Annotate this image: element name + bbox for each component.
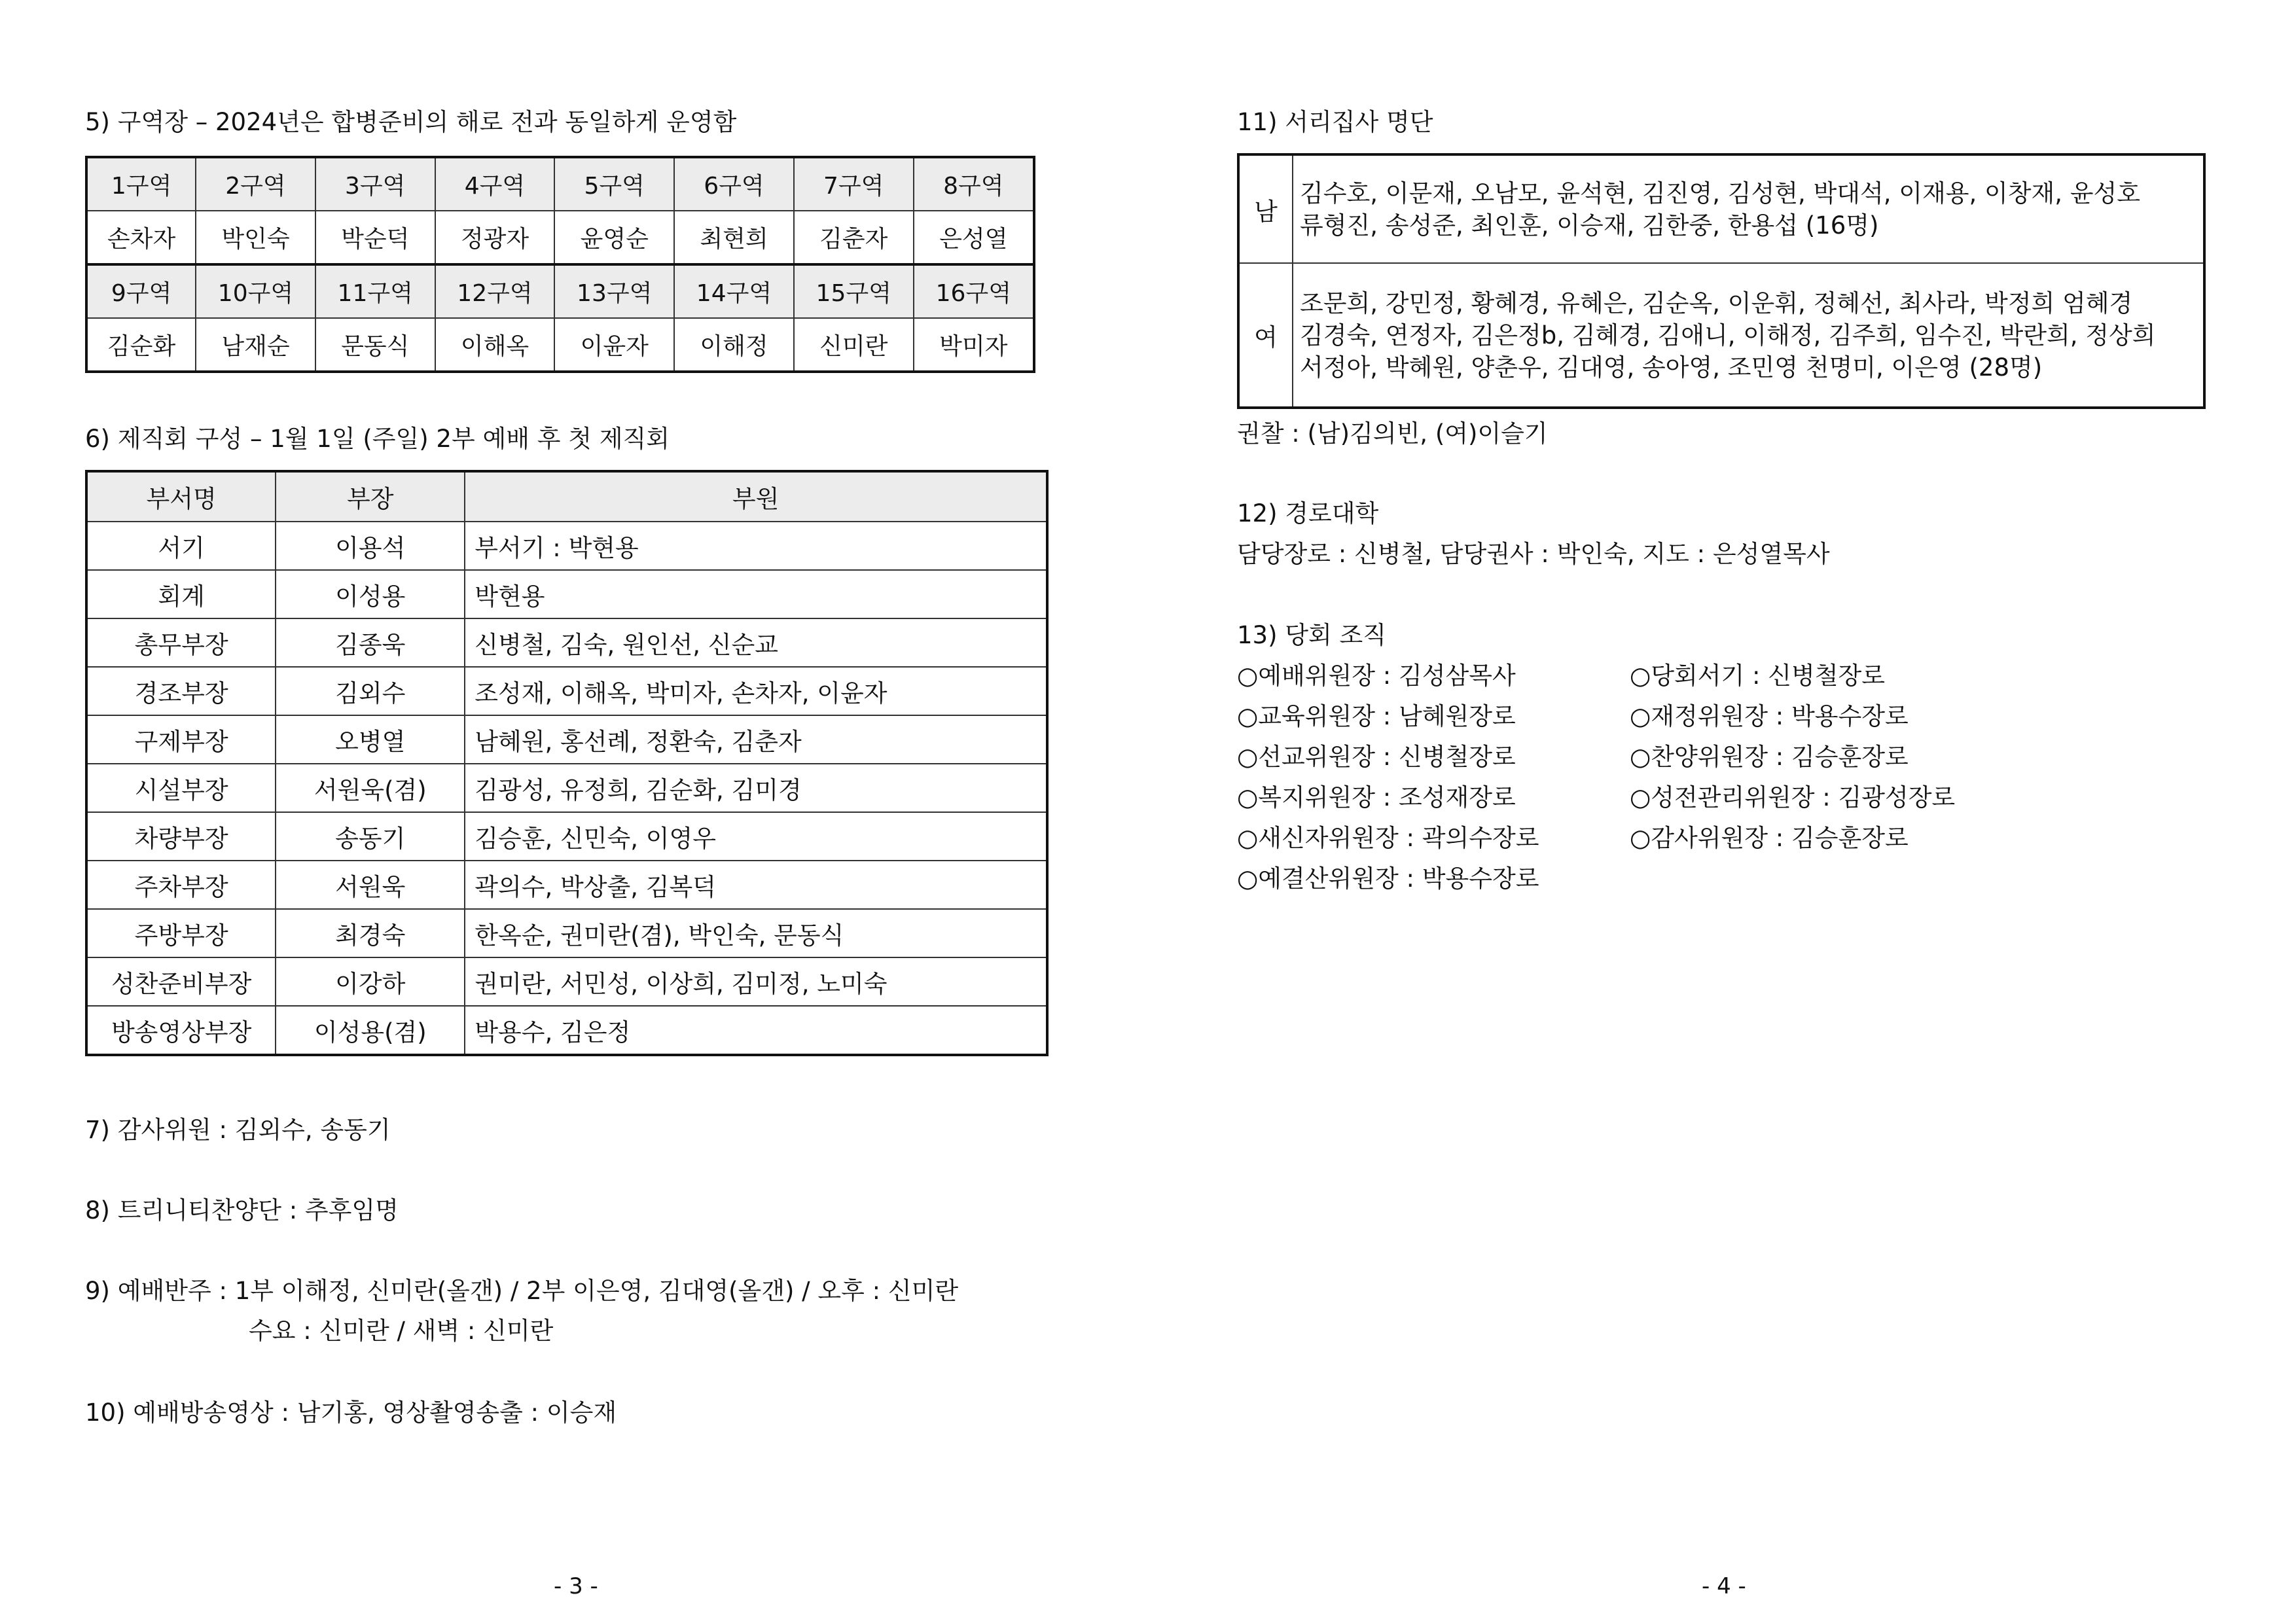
table-row — [86, 715, 1047, 764]
head-cell: 최경숙 — [276, 909, 465, 957]
session-item: ○예결산위원장 : 박용수장로 — [1237, 865, 1539, 893]
district-label-row — [86, 264, 1034, 318]
district-label: 12구역 — [435, 264, 555, 318]
members-cell: 부서기 : 박현용 — [465, 522, 1047, 570]
session-item: ○감사위원장 : 김승훈장로 — [1630, 824, 1909, 852]
district-leader: 박인숙 — [196, 211, 315, 264]
women-row — [1238, 263, 2204, 408]
session-item: ○복지위원장 : 조성재장로 — [1237, 783, 1516, 812]
table-row — [86, 957, 1047, 1006]
district-label: 13구역 — [554, 264, 674, 318]
dept-cell: 구제부장 — [86, 715, 276, 764]
table-row — [86, 861, 1047, 909]
district-leaders-table — [85, 156, 1035, 373]
council-table — [85, 470, 1049, 1056]
dept-cell: 서기 — [86, 522, 276, 570]
dept-cell: 방송영상부장 — [86, 1006, 276, 1055]
district-label: 15구역 — [794, 264, 914, 318]
deacons-table — [1237, 153, 2206, 409]
section-9-accompanists-line2: 수요 : 신미란 / 새벽 : 신미란 — [249, 1317, 554, 1345]
section-12-title: 12) 경로대학 — [1237, 499, 1379, 527]
session-item: ○찬양위원장 : 김승훈장로 — [1630, 743, 1909, 771]
dept-cell: 주차부장 — [86, 861, 276, 909]
section-10-broadcast: 10) 예배방송영상 : 남기홍, 영상촬영송출 : 이승재 — [85, 1399, 617, 1427]
district-leader: 손차자 — [86, 211, 196, 264]
district-label: 2구역 — [196, 157, 315, 211]
head-cell: 서원욱 — [276, 861, 465, 909]
women-names-line: 서정아, 박혜원, 양춘우, 김대영, 송아영, 조민영 천명미, 이은영 (28명) — [1300, 353, 2043, 382]
session-item: ○재정위원장 : 박용수장로 — [1630, 702, 1909, 730]
district-leader: 윤영순 — [554, 211, 674, 264]
table-row — [86, 570, 1047, 618]
district-leader: 은성열 — [914, 211, 1034, 264]
right-page — [1148, 0, 2296, 1623]
district-leader: 박미자 — [914, 318, 1034, 372]
women-names — [1293, 263, 2204, 408]
table-row — [86, 1006, 1047, 1055]
members-cell: 조성재, 이해옥, 박미자, 손차자, 이윤자 — [465, 667, 1047, 715]
section-12-body: 담당장로 : 신병철, 담당권사 : 박인숙, 지도 : 은성열목사 — [1237, 540, 1830, 568]
men-names-line: 류형진, 송성준, 최인훈, 이승재, 김한중, 한용섭 (16명) — [1300, 211, 1879, 240]
district-leader-row — [86, 318, 1034, 372]
dept-cell: 성찬준비부장 — [86, 957, 276, 1006]
district-leader: 김순화 — [86, 318, 196, 372]
session-item: ○성전관리위원장 : 김광성장로 — [1630, 783, 1956, 812]
district-label: 8구역 — [914, 157, 1034, 211]
district-leader-row — [86, 211, 1034, 264]
members-cell: 김승훈, 신민숙, 이영우 — [465, 812, 1047, 861]
district-leader: 이윤자 — [554, 318, 674, 372]
gender-label-women: 여 — [1238, 263, 1293, 408]
head-cell: 이용석 — [276, 522, 465, 570]
district-leader: 이해정 — [674, 318, 794, 372]
head-cell: 서원욱(겸) — [276, 764, 465, 812]
session-item: ○당회서기 : 신병철장로 — [1630, 662, 1885, 690]
ushers-line: 권찰 : (남)김의빈, (여)이슬기 — [1237, 419, 1548, 448]
members-cell: 김광성, 유정희, 김순화, 김미경 — [465, 764, 1047, 812]
members-cell: 남혜원, 홍선례, 정환숙, 김춘자 — [465, 715, 1047, 764]
district-label: 16구역 — [914, 264, 1034, 318]
district-leader: 남재순 — [196, 318, 315, 372]
section-9-accompanists: 9) 예배반주 : 1부 이해정, 신미란(올갠) / 2부 이은영, 김대영(올갠) / 오후 : 신미란 — [85, 1277, 959, 1305]
section-6-title: 6) 제직회 구성 – 1월 1일 (주일) 2부 예배 후 첫 제직회 — [85, 425, 670, 453]
table-row — [86, 812, 1047, 861]
district-label: 7구역 — [794, 157, 914, 211]
section-7-auditors: 7) 감사위원 : 김외수, 송동기 — [85, 1116, 391, 1144]
table-row — [86, 618, 1047, 667]
members-cell: 곽의수, 박상출, 김복덕 — [465, 861, 1047, 909]
section-11-title: 11) 서리집사 명단 — [1237, 108, 1433, 136]
dept-cell: 차량부장 — [86, 812, 276, 861]
gender-label-men: 남 — [1238, 154, 1293, 263]
column-header-dept: 부서명 — [86, 471, 276, 522]
head-cell: 오병열 — [276, 715, 465, 764]
district-label: 4구역 — [435, 157, 555, 211]
district-leader: 신미란 — [794, 318, 914, 372]
table-row — [86, 909, 1047, 957]
district-label: 3구역 — [315, 157, 435, 211]
table-row — [86, 667, 1047, 715]
dept-cell: 주방부장 — [86, 909, 276, 957]
dept-cell: 총무부장 — [86, 618, 276, 667]
district-leader: 최현희 — [674, 211, 794, 264]
table-row — [86, 522, 1047, 570]
women-names-line: 조문희, 강민정, 황혜경, 유혜은, 김순옥, 이운휘, 정혜선, 최사라, 박정희 엄혜경 — [1300, 289, 2133, 317]
district-leader: 박순덕 — [315, 211, 435, 264]
column-header-head: 부장 — [276, 471, 465, 522]
district-label-row — [86, 157, 1034, 211]
district-label: 10구역 — [196, 264, 315, 318]
district-leader: 문동식 — [315, 318, 435, 372]
session-item: ○새신자위원장 : 곽의수장로 — [1237, 824, 1539, 852]
men-row — [1238, 154, 2204, 263]
members-cell: 한옥순, 권미란(겸), 박인숙, 문동식 — [465, 909, 1047, 957]
head-cell: 송동기 — [276, 812, 465, 861]
head-cell: 이강하 — [276, 957, 465, 1006]
section-8-choir: 8) 트리니티찬양단 : 추후임명 — [85, 1196, 399, 1224]
men-names-line: 김수호, 이문재, 오남모, 윤석현, 김진영, 김성현, 박대석, 이재용, 이창재, 윤성호 — [1300, 179, 2140, 207]
members-cell: 박현용 — [465, 570, 1047, 618]
district-leader: 이해옥 — [435, 318, 555, 372]
district-label: 6구역 — [674, 157, 794, 211]
district-label: 14구역 — [674, 264, 794, 318]
section-5-title: 5) 구역장 – 2024년은 합병준비의 해로 전과 동일하게 운영함 — [85, 108, 737, 136]
table-row — [86, 764, 1047, 812]
district-label: 9구역 — [86, 264, 196, 318]
district-leader: 김춘자 — [794, 211, 914, 264]
head-cell: 김종욱 — [276, 618, 465, 667]
district-label: 5구역 — [554, 157, 674, 211]
district-leader: 정광자 — [435, 211, 555, 264]
dept-cell: 시설부장 — [86, 764, 276, 812]
page-number-right: - 4 - — [1702, 1573, 1746, 1599]
members-cell: 박용수, 김은정 — [465, 1006, 1047, 1055]
session-item: ○교육위원장 : 남혜원장로 — [1237, 702, 1516, 730]
dept-cell: 경조부장 — [86, 667, 276, 715]
members-cell: 권미란, 서민성, 이상희, 김미정, 노미숙 — [465, 957, 1047, 1006]
head-cell: 이성용 — [276, 570, 465, 618]
dept-cell: 회계 — [86, 570, 276, 618]
head-cell: 김외수 — [276, 667, 465, 715]
council-header-row — [86, 471, 1047, 522]
district-label: 11구역 — [315, 264, 435, 318]
men-names — [1293, 154, 2204, 263]
head-cell: 이성용(겸) — [276, 1006, 465, 1055]
members-cell: 신병철, 김숙, 원인선, 신순교 — [465, 618, 1047, 667]
women-names-line: 김경숙, 연정자, 김은정b, 김혜경, 김애니, 이해정, 김주희, 임수진, 박란희, 정상희 — [1300, 321, 2156, 349]
column-header-members: 부원 — [465, 471, 1047, 522]
session-item: ○선교위원장 : 신병철장로 — [1237, 743, 1516, 771]
section-13-title: 13) 당회 조직 — [1237, 621, 1387, 649]
district-label: 1구역 — [86, 157, 196, 211]
session-item: ○예배위원장 : 김성삼목사 — [1237, 662, 1516, 690]
page-number-left: - 3 - — [554, 1573, 598, 1599]
